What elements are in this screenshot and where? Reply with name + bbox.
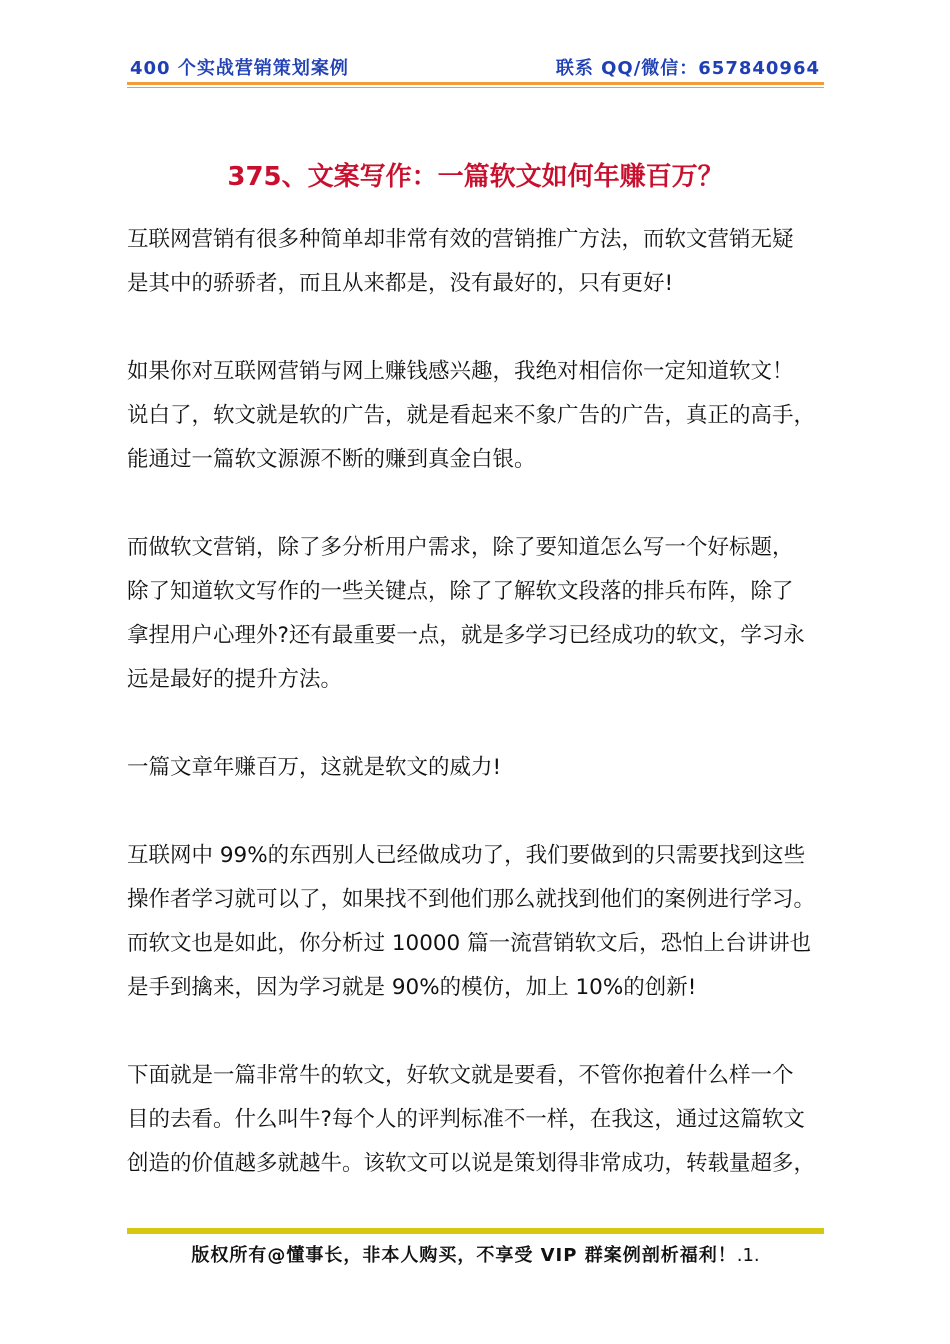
text-line: 说白了，软文就是软的广告，就是看起来不象广告的广告，真正的高手， xyxy=(127,403,816,428)
text-line: 创造的价值越多就越牛。该软文可以说是策划得非常成功，转载量超多， xyxy=(127,1151,816,1176)
text-line: 除了知道软文写作的一些关键点，除了了解软文段落的排兵布阵，除了 xyxy=(127,579,794,604)
text-line: 而做软文营销，除了多分析用户需求，除了要知道怎么写一个好标题， xyxy=(127,535,794,560)
footer-divider xyxy=(127,1228,824,1234)
text-line: 能通过一篇软文源源不断的赚到真金白银。 xyxy=(127,447,536,472)
page-header xyxy=(127,54,824,80)
text-line: 一篇文章年赚百万，这就是软文的威力! xyxy=(127,755,502,780)
text-line: 互联网营销有很多种简单却非常有效的营销推广方法，而软文营销无疑 xyxy=(127,227,794,252)
header-series-title: 400 个实战营销策划案例 xyxy=(130,58,349,79)
paragraph-4 xyxy=(127,746,827,790)
text-line: 目的去看。什么叫牛?每个人的评判标准不一样，在我这，通过这篇软文 xyxy=(127,1107,805,1132)
page-number: .1. xyxy=(736,1245,760,1266)
header-divider xyxy=(127,82,824,85)
paragraph-2 xyxy=(127,350,827,482)
paragraph-1 xyxy=(127,218,827,306)
header-contact: 联系 QQ/微信：657840964 xyxy=(555,58,820,79)
paragraph-5 xyxy=(127,834,827,1010)
text-line: 互联网中 99%的东西别人已经做成功了，我们要做到的只需要找到这些 xyxy=(127,843,806,868)
article-body xyxy=(127,218,827,1230)
text-line: 拿捏用户心理外?还有最重要一点，就是多学习已经成功的软文，学习永 xyxy=(127,623,805,648)
text-line: 如果你对互联网营销与网上赚钱感兴趣，我绝对相信你一定知道软文！ xyxy=(127,359,794,384)
page-footer xyxy=(127,1241,824,1267)
text-line: 而软文也是如此，你分析过 10000 篇一流营销软文后，恐怕上台讲讲也 xyxy=(127,931,812,956)
text-line: 远是最好的提升方法。 xyxy=(127,667,343,692)
paragraph-3 xyxy=(127,526,827,702)
paragraph-6 xyxy=(127,1054,827,1186)
header-divider-thin xyxy=(127,87,824,88)
copyright-notice: 版权所有@懂事长，非本人购买，不享受 VIP 群案例剖析福利！ xyxy=(191,1245,737,1266)
text-line: 下面就是一篇非常牛的软文，好软文就是要看，不管你抱着什么样一个 xyxy=(127,1063,794,1088)
article-title: 375、文案写作：一篇软文如何年赚百万？ xyxy=(227,162,724,192)
text-line: 是手到擒来，因为学习就是 90%的模仿，加上 10%的创新! xyxy=(127,975,697,1000)
text-line: 是其中的骄骄者，而且从来都是，没有最好的，只有更好! xyxy=(127,271,674,296)
text-line: 操作者学习就可以了，如果找不到他们那么就找到他们的案例进行学习。 xyxy=(127,887,816,912)
